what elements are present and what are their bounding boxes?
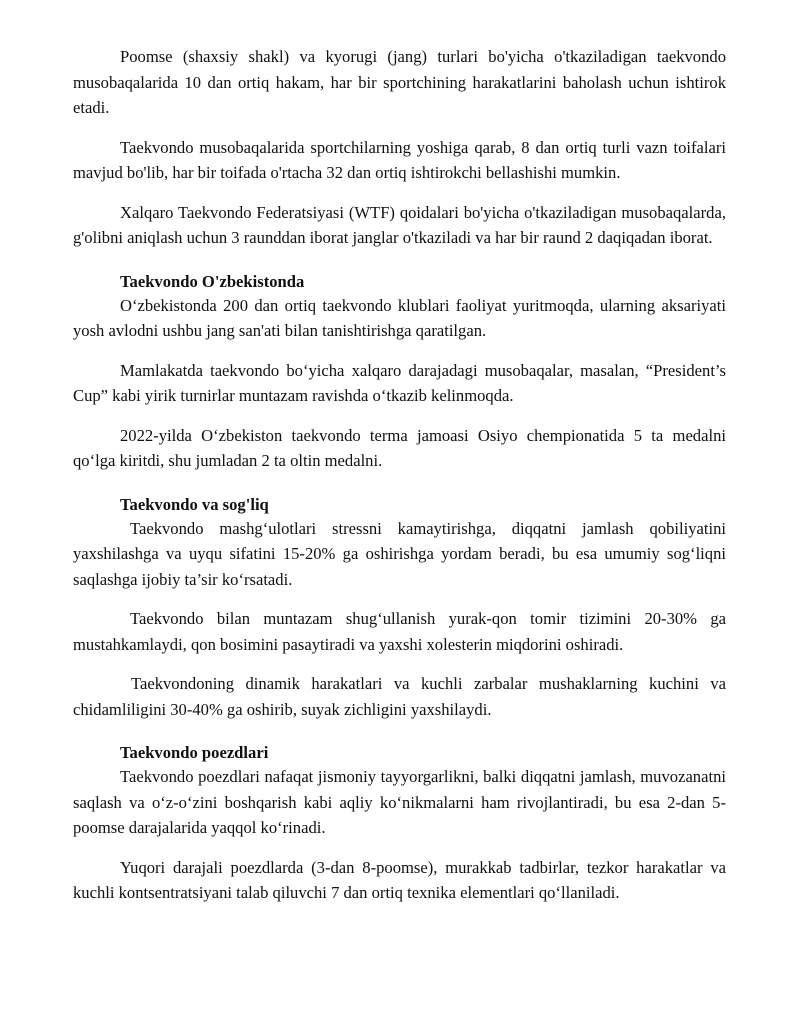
document-page: [73, 44, 726, 920]
paragraph: Poomse (shaxsiy shakl) va kyorugi (jang) turlari bo'yicha o'tkaziladigan taekvondo musobaqalarida 10 dan ortiq hakam, har bir sportchining harakatlarini baholash uchun ishtirok etadi.: [73, 47, 726, 117]
paragraph: Xalqaro Taekvondo Federatsiyasi (WTF) qoidalari bo'yicha o'tkaziladigan musobaqalarda, g'olibni aniqlash uchun 3 raunddan iborat janglar o'tkaziladi va har bir raund 2 daqiqadan iborat.: [73, 202, 726, 247]
paragraph: O‘zbekistonda 200 dan ortiq taekvondo klublari faoliyat yuritmoqda, ularning aksariyati yosh avlodni ushbu jang san'ati bilan tanishtirishga qaratilgan.: [73, 295, 726, 340]
paragraph: Taekvondo bilan muntazam shug‘ullanish yurak-qon tomir tizimini 20-30% ga mustahkamlaydi, qon bosimini pasaytiradi va yaxshi xolesterin miqdorini oshiradi.: [73, 609, 726, 654]
section-heading-poomse: Taekvondo poezdlari: [120, 743, 269, 762]
paragraph: Taekvondo poezdlari nafaqat jismoniy tayyorgarlikni, balki diqqatni jamlash, muvozanatni saqlash va o‘z-o‘zini boshqarish kabi aqliy ko‘nikmalarni ham rivojlantiradi, bu esa 2-dan 5-poomse darajalarida yaqqol ko‘rinadi.: [73, 767, 726, 837]
paragraph: Taekvondo mashg‘ulotlari stressni kamaytirishga, diqqatni jamlash qobiliyatini yaxshilashga va uyqu sifatini 15-20% ga oshirishga yordam beradi, bu esa umumiy sog‘liqni saqlashga ijobiy ta’sir ko‘rsatadi.: [73, 518, 726, 589]
paragraph: Mamlakatda taekvondo bo‘yicha xalqaro darajadagi musobaqalar, masalan, “President’s Cup” kabi yirik turnirlar muntazam ravishda o‘tkazib kelinmoqda.: [73, 360, 726, 405]
section-heading-health: Taekvondo va sog'liq: [120, 494, 269, 514]
paragraph: Taekvondoning dinamik harakatlari va kuchli zarbalar mushaklarning kuchini va chidamliligini 30-40% ga oshirib, suyak zichligini yaxshilaydi.: [73, 674, 726, 719]
paragraph: Taekvondo musobaqalarida sportchilarning yoshiga qarab, 8 dan ortiq turli vazn toifalari mavjud bo'lib, har bir toifada o'rtacha 32 dan ortiq ishtirokchi bellashishi mumkin.: [73, 137, 726, 182]
section-heading-uzbekistan: Taekvondo O'zbekistonda: [120, 271, 305, 291]
paragraph: Yuqori darajali poezdlarda (3-dan 8-poomse), murakkab tadbirlar, tezkor harakatlar va kuchli kontsentratsiyani talab qiluvchi 7 dan ortiq texnika elementlari qo‘llaniladi.: [73, 857, 726, 902]
paragraph: 2022-yilda O‘zbekiston taekvondo terma jamoasi Osiyo chempionatida 5 ta medalni qo‘lga kiritdi, shu jumladan 2 ta oltin medalni.: [73, 425, 726, 470]
